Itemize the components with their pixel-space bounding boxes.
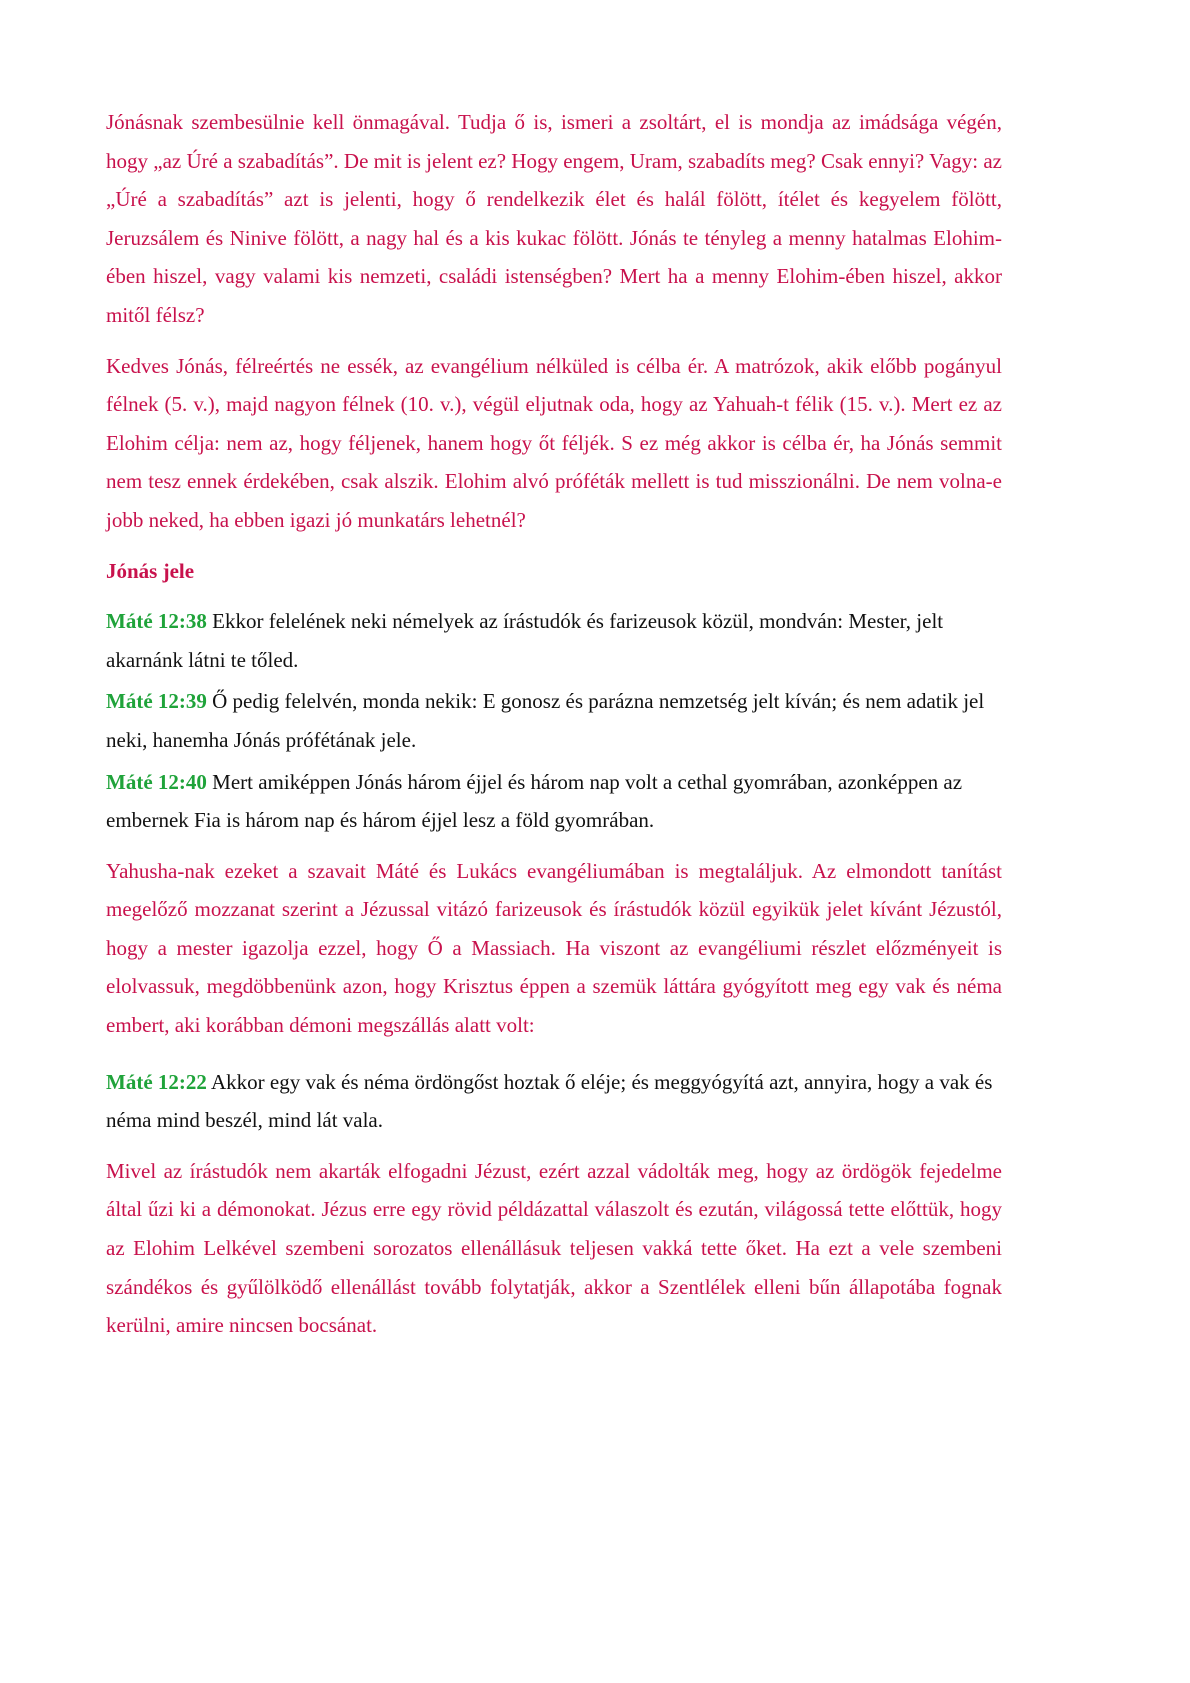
verse-text: Ő pedig felelvén, monda nekik: E gonosz és parázna nemzetség jelt kíván; és nem adatik jel neki, hanemha Jónás prófétának jele. xyxy=(106,689,985,752)
section-heading: Jónás jele xyxy=(106,558,195,583)
verse-matthew-12-39 xyxy=(106,682,1002,759)
paragraph-gospel-reaches-goal: Kedves Jónás, félreértés ne essék, az evangélium nélküled is célba ér. A matrózok, akik előbb pogányul félnek (5. v.), majd nagyon félnek (10. v.), végül eljutnak oda, hogy az Yahuah-t félik (15. v.). Mert ez az Elohim célja: nem az, hogy féljenek, hanem hogy őt féljék. S ez még akkor is célba ér, ha Jónás semmit nem tesz ennek érdekében, csak alszik. Elohim alvó próféták mellett is tud misszionálni. De nem volna-e jobb neked, ha ebben igazi jó munkatárs lehetnél? xyxy=(106,353,1002,532)
verse-reference: Máté 12:38 xyxy=(106,609,207,634)
document-page xyxy=(106,103,1002,1345)
paragraph-scribes-accusation: Mivel az írástudók nem akarták elfogadni Jézust, ezért azzal vádolták meg, hogy az ördögök fejedelme által űzi ki a démonokat. Jézus erre egy rövid példázattal válaszolt és ezután, világossá tette előttük, hogy az Elohim Lelkével szembeni sorozatos ellenállásuk teljesen vakká tette őket. Ha ezt a vele szembeni szándékos és gyűlölködő ellenállást tovább folytatják, akkor a Szentlélek elleni bűn állapotába fognak kerülni, amire nincsen bocsánat. xyxy=(106,1158,1002,1338)
verse-matthew-12-38 xyxy=(106,602,1002,679)
verse-reference: Máté 12:40 xyxy=(106,769,207,794)
verse-reference: Máté 12:39 xyxy=(106,689,207,714)
paragraph-jonah-self-confrontation: Jónásnak szembesülnie kell önmagával. Tudja ő is, ismeri a zsoltárt, el is mondja az imádsága végén, hogy „az Úré a szabadítás”. De mit is jelent ez? Hogy engem, Uram, szabadíts meg? Csak ennyi? Vagy: az „Úré a szabadítás” azt is jelenti, hogy ő rendelkezik élet és halál fölött, ítélet és kegyelem fölött, Jeruzsálem és Ninive fölött, a nagy hal és a kis kukac fölött. Jónás te tényleg a menny hatalmas Elohim-ében hiszel, vagy valami kis nemzeti, családi istenségben? Mert ha a menny Elohim-ében hiszel, akkor mitől félsz? xyxy=(106,110,1002,327)
verse-text: Mert amiképpen Jónás három éjjel és három nap volt a cethal gyomrában, azonképpen az embernek Fia is három nap és három éjjel lesz a föld gyomrában. xyxy=(106,769,963,833)
verse-text: Akkor egy vak és néma ördöngőst hoztak ő eléje; és meggyógyítá azt, annyira, hogy a vak és néma mind beszél, mind lát vala. xyxy=(106,1069,993,1133)
verse-text: Ekkor felelének neki némelyek az írástudók és farizeusok közül, mondván: Mester, jelt akarnánk látni te tőled. xyxy=(106,609,944,672)
paragraph-sign-of-jonah-context: Yahusha-nak ezeket a szavait Máté és Lukács evangéliumában is megtaláljuk. Az elmondott tanítást megelőző mozzanat szerint a Jézussal vitázó farizeusok és írástudók közül egyikük jelet kívánt Jézustól, hogy a mester igazolja ezzel, hogy Ő a Massiach. Ha viszont az evangéliumi részlet előzményeit is elolvassuk, megdöbbenünk azon, hogy Krisztus éppen a szemük láttára gyógyított meg egy vak és néma embert, aki korábban démoni megszállás alatt volt: xyxy=(106,858,1002,1038)
verse-matthew-12-40 xyxy=(106,763,1002,840)
verse-matthew-12-22 xyxy=(106,1063,1002,1140)
verse-reference: Máté 12:22 xyxy=(106,1069,207,1094)
